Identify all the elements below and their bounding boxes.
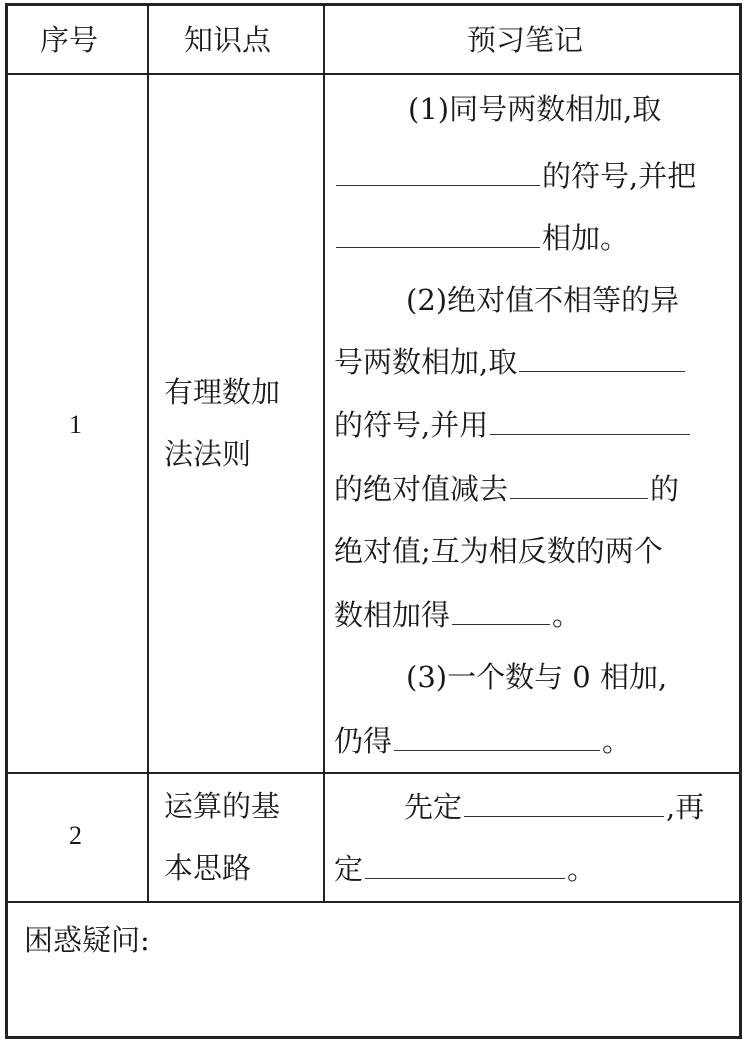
row1-note-line10: (3)一个数与 0 相加,	[406, 660, 668, 694]
row1-note-line7: 的绝对值减去 的	[334, 472, 680, 506]
column-divider-2	[323, 6, 325, 902]
row1-note-line1: (1)同号两数相加,取	[408, 92, 662, 126]
fill-blank[interactable]	[336, 223, 540, 248]
header-divider	[8, 73, 739, 75]
header-index: 序号	[40, 23, 99, 57]
row1-topic-line1: 有理数加	[164, 375, 281, 409]
row1-note-line2: 的符号,并把	[334, 161, 696, 191]
fill-blank[interactable]	[464, 792, 664, 817]
fill-blank[interactable]	[510, 474, 648, 499]
row1-note-line9: 数相加得 。	[334, 598, 582, 632]
row1-note-line3: 相加。	[334, 223, 629, 253]
header-topic: 知识点	[184, 23, 272, 57]
column-divider-1	[147, 6, 149, 902]
fill-blank[interactable]	[452, 600, 550, 625]
row1-note-line5: 号两数相加,取	[334, 347, 687, 377]
fill-blank[interactable]	[519, 347, 685, 372]
row1-note-line4: (2)绝对值不相等的异	[406, 283, 680, 317]
row2-note-line1: 先定 ,再	[404, 790, 705, 824]
row2-note-line2: 定 。	[334, 852, 597, 886]
row1-note-line6: 的符号,并用	[334, 410, 692, 440]
fill-blank[interactable]	[394, 726, 600, 751]
fill-blank[interactable]	[365, 854, 565, 879]
row2-topic-line2: 本思路	[164, 851, 252, 885]
header-notes: 预习笔记	[467, 23, 584, 57]
row1-index: 1	[69, 410, 82, 439]
confusion-questions-label: 困惑疑问:	[24, 923, 150, 957]
row1-note-line11: 仍得 。	[334, 724, 632, 758]
row1-note-line8: 绝对值;互为相反数的两个	[334, 534, 663, 568]
row2-topic-line1: 运算的基	[164, 789, 281, 823]
row2-divider	[8, 901, 739, 903]
row1-topic-line2: 法法则	[164, 437, 252, 471]
fill-blank[interactable]	[336, 161, 540, 186]
row2-index: 2	[69, 821, 82, 850]
row1-divider	[8, 772, 739, 774]
fill-blank[interactable]	[490, 410, 690, 435]
preview-notes-table	[5, 3, 742, 1039]
